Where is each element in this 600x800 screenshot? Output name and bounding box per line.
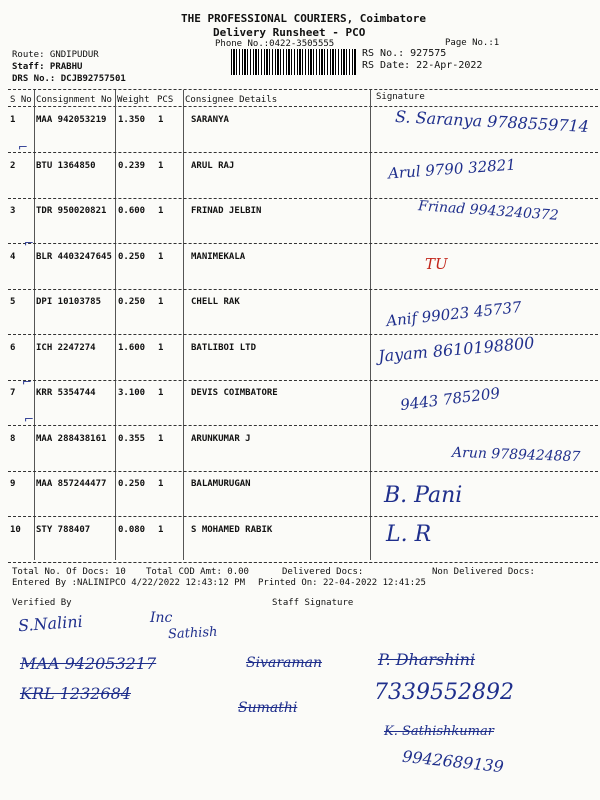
total-cod: Total COD Amt: 0.00: [146, 567, 249, 577]
row-consignee: ARUL RAJ: [191, 160, 235, 171]
verifier-initials: Inc: [150, 610, 173, 626]
row-consignee: S MOHAMED RABIK: [191, 524, 273, 535]
row-weight: 0.355: [118, 433, 146, 444]
entered-by: Entered By :NALINIPCO 4/22/2022 12:43:12 PM: [12, 578, 245, 588]
row-sno: 6: [10, 342, 16, 353]
document-title: Delivery Runsheet - PCO: [213, 26, 366, 39]
tick-mark-icon: ⌐: [22, 375, 33, 389]
row-pcs: 1: [158, 433, 164, 444]
col-divider: [115, 90, 116, 560]
non-delivered-docs: Non Delivered Docs:: [432, 567, 535, 577]
row-divider: [8, 198, 598, 199]
signature-row-7: 9443 785209: [399, 383, 501, 415]
row-weight: 0.250: [118, 479, 146, 489]
row-sno: 2: [10, 160, 16, 171]
verified-by-label: Verified By: [12, 598, 72, 608]
row-consignee: DEVIS COIMBATORE: [191, 388, 278, 398]
row-sno: 1: [10, 115, 16, 125]
row-pcs: 1: [158, 479, 164, 489]
row-pcs: 1: [158, 524, 164, 535]
verifier-signature-2: Sathish: [167, 624, 218, 643]
staff-label: Staff: PRABHU: [12, 62, 83, 72]
signature-row-9: B. Pani: [384, 483, 463, 508]
company-name: THE PROFESSIONAL COURIERS, Coimbatore: [181, 12, 427, 25]
route-label: Route: GNDIPUDUR: [12, 50, 99, 60]
col-divider: [370, 90, 371, 560]
row-consignment: KRR 5354744: [36, 388, 96, 398]
rs-number: RS No.: 927575: [362, 48, 447, 59]
barcode: [231, 49, 356, 75]
footer-rule: [8, 562, 598, 563]
row-divider: [8, 289, 598, 290]
row-divider: [8, 516, 598, 517]
col-pcs: PCS: [157, 95, 174, 105]
row-consignment: DPI 10103785: [36, 297, 102, 307]
signature-row-8: Arun 9789424887: [451, 444, 581, 466]
row-sno: 4: [10, 251, 16, 262]
row-sno: 7: [10, 388, 16, 398]
row-sno: 10: [10, 524, 21, 535]
staff-signature-name: P. Dharshini: [378, 650, 476, 669]
row-sno: 3: [10, 206, 16, 216]
row-consignment: ICH 2247274: [36, 342, 96, 353]
row-divider: [8, 152, 598, 153]
row-sno: 8: [10, 433, 16, 444]
page-number: Page No.:1: [445, 38, 500, 48]
signature-row-1: S. Saranya 9788559714: [394, 106, 590, 137]
row-consignment: BTU 1364850: [36, 160, 96, 171]
row-pcs: 1: [158, 388, 164, 398]
header-top-rule: [8, 89, 598, 90]
staff-name-struck-2: Sumathi: [238, 700, 298, 716]
tick-mark-icon: ⌐: [24, 412, 35, 426]
printed-on: Printed On: 22-04-2022 12:41:25: [258, 578, 426, 588]
signature-row-5: Anif 99023 45737: [385, 297, 523, 331]
drs-number: DRS No.: DCJB92757501: [12, 74, 126, 84]
col-signature: Signature: [376, 92, 425, 102]
row-weight: 3.100: [118, 388, 146, 398]
row-divider: [8, 425, 598, 426]
row-consignment: TDR 950020821: [36, 206, 107, 216]
row-weight: 0.250: [118, 251, 146, 262]
signature-row-6: Jayam 8610198800: [377, 333, 536, 366]
struck-consignment-2: KRL 1232684: [20, 684, 131, 703]
row-pcs: 1: [158, 115, 164, 125]
staff-phone-2: 9942689139: [401, 746, 505, 777]
col-consignment: Consignment No: [36, 95, 112, 105]
staff-signature-label: Staff Signature: [272, 598, 354, 608]
row-pcs: 1: [158, 206, 164, 216]
row-weight: 0.239: [118, 160, 146, 171]
struck-consignment-1: MAA 942053217: [20, 654, 157, 673]
signature-row-3: Frinad 9943240372: [417, 198, 560, 224]
row-consignment: MAA 857244477: [36, 479, 107, 489]
staff-name-struck: Sivaraman: [246, 655, 323, 671]
row-consignee: BATLIBOI LTD: [191, 342, 257, 353]
tick-mark-icon: ⌐: [24, 236, 35, 250]
signature-row-4: TU: [425, 255, 448, 273]
row-consignment: MAA 288438161: [36, 433, 107, 444]
row-consignment: BLR 4403247645: [36, 251, 112, 262]
row-consignment: MAA 942053219: [36, 115, 107, 125]
staff-name-2: K. Sathishkumar: [384, 724, 494, 739]
row-pcs: 1: [158, 297, 164, 307]
row-consignee: MANIMEKALA: [191, 251, 246, 262]
row-consignee: BALAMURUGAN: [191, 479, 251, 489]
col-sno: S No: [10, 95, 32, 105]
col-weight: Weight: [117, 95, 150, 105]
row-pcs: 1: [158, 251, 164, 262]
row-weight: 0.600: [118, 206, 146, 216]
row-consignment: STY 788407: [36, 524, 91, 535]
verifier-signature: S.Nalini: [17, 611, 84, 636]
row-consignee: SARANYA: [191, 115, 229, 125]
total-docs: Total No. Of Docs: 10: [12, 567, 126, 577]
row-pcs: 1: [158, 160, 164, 171]
row-consignee: CHELL RAK: [191, 297, 240, 307]
row-divider: [8, 471, 598, 472]
tick-mark-icon: ⌐: [18, 140, 29, 154]
signature-row-10: L. R: [386, 522, 432, 547]
delivered-docs: Delivered Docs:: [282, 567, 364, 577]
row-divider: [8, 243, 598, 244]
col-divider: [34, 90, 35, 560]
row-pcs: 1: [158, 342, 164, 353]
row-weight: 0.250: [118, 297, 146, 307]
header-bottom-rule: [8, 106, 598, 107]
col-consignee: Consignee Details: [185, 95, 278, 105]
row-sno: 5: [10, 297, 16, 307]
row-weight: 1.600: [118, 342, 146, 353]
col-divider: [183, 90, 184, 560]
row-weight: 1.350: [118, 115, 146, 125]
rs-date: RS Date: 22-Apr-2022: [362, 60, 483, 71]
row-consignee: FRINAD JELBIN: [191, 206, 262, 216]
phone-number: Phone No.:0422-3505555: [215, 39, 335, 49]
row-weight: 0.080: [118, 524, 146, 535]
staff-phone: 7339552892: [374, 680, 514, 705]
row-divider: [8, 380, 598, 381]
row-sno: 9: [10, 479, 16, 489]
row-consignee: ARUNKUMAR J: [191, 433, 251, 444]
signature-row-2: Arul 9790 32821: [387, 155, 517, 183]
